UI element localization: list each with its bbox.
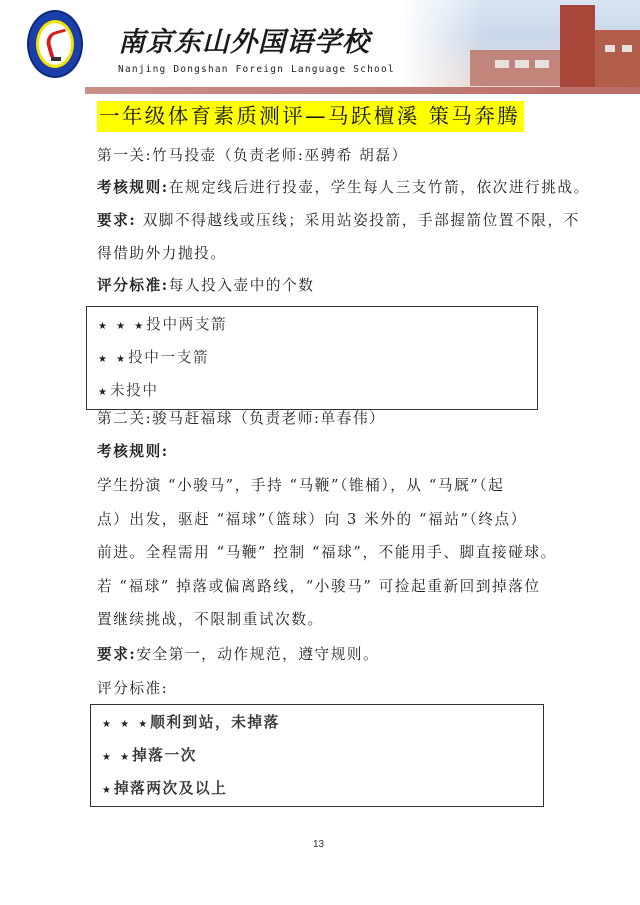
document-title: 一年级体育素质测评—马跃檀溪 策马奔腾 — [97, 101, 524, 132]
level1-score-box — [86, 306, 538, 410]
page-number: 13 — [313, 839, 325, 850]
score-row-3star: ★ ★ ★投中两支箭 — [98, 316, 228, 333]
level2-score-box — [90, 704, 544, 807]
level1-heading: 第一关:竹马投壶（负责老师:巫骋希 胡磊） — [97, 147, 408, 164]
star-icon: ★ ★ — [102, 752, 133, 763]
score-row-3star: ★ ★ ★顺利到站，未掉落 — [102, 714, 280, 731]
level1-req-text: 双脚不得越线或压线；采用站姿投箭，手部握箭位置不限，不 — [136, 212, 580, 229]
level1-score-standard — [97, 276, 315, 296]
school-name-cn: 南京东山外国语学校 — [118, 27, 370, 58]
score-row-1star: ★掉落两次及以上 — [102, 780, 228, 797]
level2-score-label: 评分标准: — [97, 680, 169, 697]
star-icon: ★ ★ — [98, 354, 129, 365]
score-row-2star: ★ ★掉落一次 — [102, 747, 197, 764]
level2-rule-line: 置继续挑战，不限制重试次数。 — [97, 611, 324, 628]
level2-heading: 第二关:骏马赶福球（负责老师:单春伟） — [97, 410, 386, 427]
level2-rule-line: 学生扮演 “小骏马”，手持 “马鞭”（锥桶），从 “马厩”（起 — [97, 477, 505, 494]
header-divider — [85, 87, 640, 94]
campus-tower — [560, 5, 595, 87]
star-icon: ★ ★ ★ — [98, 321, 147, 332]
school-name-en: Nanjing Dongshan Foreign Language School — [118, 64, 395, 75]
school-emblem-icon — [27, 10, 83, 78]
star-icon: ★ ★ ★ — [102, 719, 151, 730]
score-row-1star: ★未投中 — [98, 382, 159, 399]
level1-rule — [97, 178, 590, 198]
level2-requirement — [97, 645, 379, 665]
level2-rule-line: 若 “福球” 掉落或偏离路线，“小骏马” 可捡起重新回到掉落位 — [97, 578, 541, 595]
level1-score-text: 每人投入壶中的个数 — [168, 277, 315, 294]
page-header — [0, 0, 640, 100]
level1-requirement-cont: 得借助外力抛投。 — [97, 245, 227, 262]
level1-rule-label: 考核规则: — [97, 179, 169, 196]
level1-rule-text: 在规定线后进行投壶，学生每人三支竹箭，依次进行挑战。 — [168, 179, 590, 196]
level2-req-text: 安全第一，动作规范，遵守规则。 — [136, 646, 380, 663]
star-icon: ★ — [98, 387, 110, 398]
level2-rule-line: 前进。全程需用 “马鞭” 控制 “福球”，不能用手、脚直接碰球。 — [97, 544, 557, 561]
level1-score-label: 评分标准: — [97, 277, 169, 294]
level2-req-label: 要求: — [97, 646, 137, 663]
level2-rule-label: 考核规则: — [97, 443, 169, 460]
star-icon: ★ — [102, 785, 114, 796]
level1-req-label: 要求: — [97, 212, 137, 229]
level1-requirement — [97, 211, 580, 231]
bird-icon — [44, 29, 72, 61]
score-row-2star: ★ ★投中一支箭 — [98, 349, 210, 366]
level2-rule-line: 点）出发，驱赶 “福球”（篮球）向 3 米外的 “福站”（终点） — [97, 511, 527, 528]
campus-photo — [400, 0, 640, 90]
